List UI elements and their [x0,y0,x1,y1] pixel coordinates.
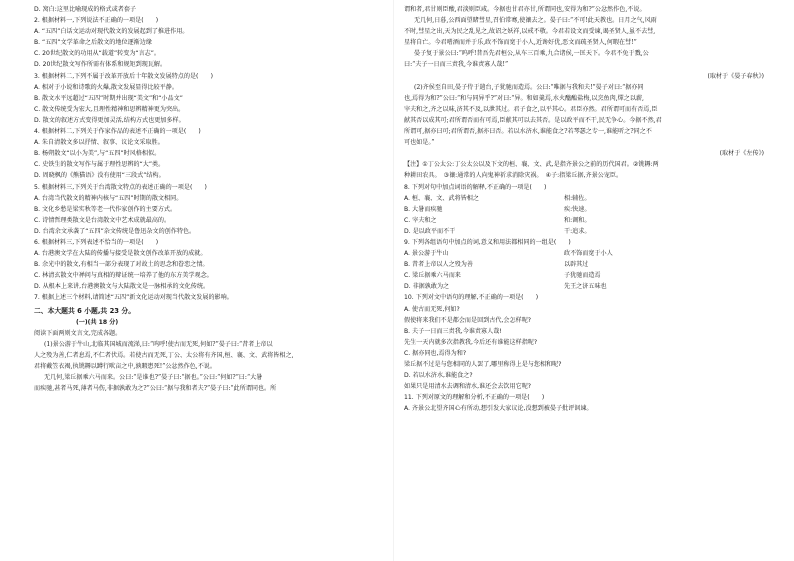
text-line: B. 文化乡愁是梁实秋等老一代作家创作的主要方式。 [34,205,177,213]
text-line [404,193,770,204]
text-line: 不时,彗星之出,天为民之乱见之,故诏之妖祥,以戒不敬。今君若设文而受谏,谒圣贤人,虽不去彗, [404,28,656,36]
text-line: D. 周晓枫的《熊猫语》没有使用“三段式”结构。 [34,172,165,180]
text-line: 无几何,日暮,公西面望睹彗星,召伯常骞,使禳去之。晏子曰:“不可!此天教也。日月之气,风雨 [414,17,657,25]
option-gloss: 和:调和。 [564,216,591,224]
text-line: (2)齐侯至自田,晏子侍于遄台,子犹驰而造焉。公曰:“唯据与我和夫!”晏子对曰:“据亦同 [414,83,644,91]
text-line: 而疾驰,甚者马死,薄者马伤,非据孰敢为之?”公曰:“据与我和者夫?”晏子曰:“此所谓同也。所 [34,385,277,393]
text-line: C. 据亦同也,焉得为和? [404,349,467,357]
text-line: 无几何,梁丘据乘六马而来。公曰:“是谁也?”晏子曰:“据也。”公曰:“何如?”曰:“大暑 [44,374,263,382]
text-line: D. 若以水济水,谁能食之? [404,372,473,380]
text-line: B. “五四”文学革命之后散文的地位逐渐边缘 [34,39,152,47]
text-line: D. 散文的叙述方式变得更加灵活,结构方式也更加多样。 [34,116,185,124]
text-line: C. 诗情哲理类散文是台湾散文中艺术成就最高的。 [34,216,171,224]
option-text: B. 大暑而疾驰 [404,205,443,213]
text-line: D. 台湾余文承袭了“五四”杂文传统是鲁迅杂文的创作特色。 [34,227,196,235]
option-gloss: 政不饰而宽于小人 [564,250,613,258]
text-line: D. 窝白:这里比喻现成的格式或者套子 [34,6,137,13]
left-column [34,4,396,394]
text-line: 先生一天内就多次指教我,今后还有谁能这样指呢? [404,338,538,346]
right-column [404,4,770,414]
text-line: A. 台湾当代散文的精神内核与“五四”时期的散文相同。 [34,194,183,202]
text-line: 6. 根据材料三,下列表述不恰当的一项是( ) [34,238,159,246]
text-line: (取材于《左传》) [719,150,764,158]
text-line: (一)(共 18 分) [76,318,119,326]
text-line: 人之殁为善,仁者息焉,不仁者伏焉。若使古而无死,丁公、太公将有齐国,桓、襄、文、武将皆相之, [34,351,294,359]
text-line: 曰:“夫子一日而三责我,今谁责寡人哉!” [404,61,509,69]
text-line: B. 杨朔散文“以小为美”,与“五四”时风格相似。 [34,150,161,158]
text-line: 8. 下列对句中加点词语的解释,不正确的一项是( ) [404,183,547,191]
text-line: 4. 根据材料二,下列关于作家作品的表述不正确的一项是( ) [34,128,201,136]
text-line: 如果只是用清水去调和清水,谁还会去饮用它呢? [404,383,532,391]
text-line [404,215,770,226]
text-line: 晏子复于景公曰:“呜呼!昔吾先君桓公,从车三百乘,九合诸侯,一匡天下。今君不免于戮,公 [414,50,649,58]
text-line: A. 相对于小说和诗歌的火爆,散文发展显得比较平静。 [34,83,178,91]
text-line: 君将戴笠衣褐,执铫耨以蹲行畎亩之中,孰暇患死!”公忿然作色,不说。 [34,363,216,370]
option-text: B. 昔者上帝以人之殁为善 [404,261,473,269]
option-gloss: 干:追求。 [564,227,591,235]
text-line: 9. 下列各组语句中加点的词,意义和用法都相同的一组是( ) [404,238,571,246]
text-line: C. 林清玄散文中禅问与真相的辩证统一培养了他的东方美学观念。 [34,272,213,280]
text-line: 【注】①丁公太公:丁公太公以及下文的桓、襄、文、武,是指齐景公之前的历代国君。②铫耨:两 [404,161,659,169]
text-line: 10. 下列对文中语句的理解,不正确的一项是( ) [404,294,539,302]
option-text: A. 桓、襄、文、武将皆相之 [404,194,479,202]
option-text: D. 非据孰敢为之 [404,283,450,291]
text-line: D. 20世纪散文写作所需有体系和规矩到现瓦解。 [34,61,167,69]
text-line: 宰夫和之,齐之以味,济其不及,以泄其过。君子食之,以平其心。君臣亦然。君所谓可而有否焉,臣 [404,105,658,113]
option-text: D. 是以政平而不干 [404,227,456,235]
option-gloss: 相:辅佐。 [564,194,591,202]
text-line: 梁丘据不过是与您相同的人罢了,哪里称得上是与您相和呢? [404,361,562,368]
text-line: C. 20世纪散文的功用从“载道”转变为“言志”。 [34,50,161,58]
text-line [404,259,770,270]
text-line: 种耕田农具。 ③禳:通常的人向鬼神祈求消除灾祸。 ④子:指梁丘据,齐景公宠臣。 [404,172,623,180]
text-line: A. 台港澳文学在大陆的传播与接受是散文创作改革开放的成就。 [34,250,207,258]
option-text: A. 景公游于牛山 [404,250,449,258]
text-line: 假使将来我们不是都会而是回到古代,会怎样呢? [404,316,532,324]
text-line: A. 使古而无死,何如? [404,305,460,313]
text-line [404,281,770,292]
text-line: 二、本大题共 6 小题,共 23 分。 [34,306,136,315]
text-line: A. “五四”白话文运动对现代散文的发展起到了推进作用。 [34,28,189,36]
text-line [404,226,770,237]
text-line: 7. 根据上述三个材料,请简述“五四”新文化运动对现当代散文发展的影响。 [34,294,233,302]
text-line: B. 夫子一日而三责我,今谁责寡人哉! [404,327,502,335]
text-line: 5. 根据材料三,下列关于台湾散文特点的表述正确的一项是( ) [34,183,207,191]
option-gloss: 以辟其过 [564,261,589,269]
text-line: 3. 根据材料二,下列不属于改革开放后十年散文发展特点的是( ) [34,72,213,80]
option-gloss: 疾:快速。 [564,205,591,213]
text-line: D. 从根本上来讲,台港澳散文与大陆散文是一脉相承的文化传统。 [34,283,210,291]
text-line: 谓和者,君甘则臣酸,君淡则臣咸。今据也甘君亦甘,所谓同也,安得为和?”公忿然作色,不说。 [404,6,646,13]
text-line: B. 余光中的散文,有相当一部分表现了对故土的思念和眷恋之情。 [34,261,209,269]
text-line: C. 史铁生的散文写作与属于理性思辨的“大”类。 [34,161,165,169]
text-line: 所谓可,据亦曰可;君所谓否,据亦曰否。若以水济水,谁能食之?若琴瑟之专一,谁能听之?同之不 [404,128,652,136]
option-text: C. 宰夫和之 [404,216,437,224]
text-line [404,270,770,281]
text-line [404,204,770,215]
text-line: A. 齐景公北望齐国心有所动,想引发大家议论,没想到被晏子批评讽谏。 [404,405,593,413]
text-line: (1)景公游于牛山,北临其国城而流涕,曰:“呜呼!使古而无死,何如?”晏子曰:“昔者上帝以 [44,340,273,348]
option-gloss: 先王之济五味也 [564,283,607,291]
text-line: 阅读下面两则文言文,完成各题。 [34,329,122,337]
text-line: 星将自亡。今君嗜酒而并于乐,政不饰而宽于小人,近谗好优,恶文而疏圣贤人,何暇在彗!” [404,39,637,47]
text-line: C. 散文传统受为宏大,且理性精神和思辨精神更为突出。 [34,105,185,113]
text-line [404,248,770,259]
text-line: 献其否以成其可;君所谓否而有可焉,臣献其可以去其否。是以政平而不干,民无争心。今据不然,君 [404,116,662,124]
text-line: 11. 下列对原文的理解和分析,不正确的一项是( ) [404,394,545,402]
text-line: 可也如是。” [404,139,435,147]
text-line: 也,焉得为和?”公曰:“和与同异乎?”对曰:“异。和如羹焉,水火醯醢盐梅,以烹鱼肉,燀之以薪, [404,94,644,102]
option-text: C. 梁丘据乘六马而来 [404,272,461,280]
text-line: (取材于《晏子春秋》) [707,72,764,80]
option-gloss: 子犹驰而造焉 [564,272,601,280]
text-line: B. 散文水平远超过“五四”时期并出现“美文”和“小品文” [34,94,183,102]
column-divider [393,0,394,561]
text-line: 2. 根据材料一,下列说法不正确的一项是( ) [34,17,159,25]
text-line: A. 朱自清散文多以抒情、叙事、议论文采取胜。 [34,139,164,147]
